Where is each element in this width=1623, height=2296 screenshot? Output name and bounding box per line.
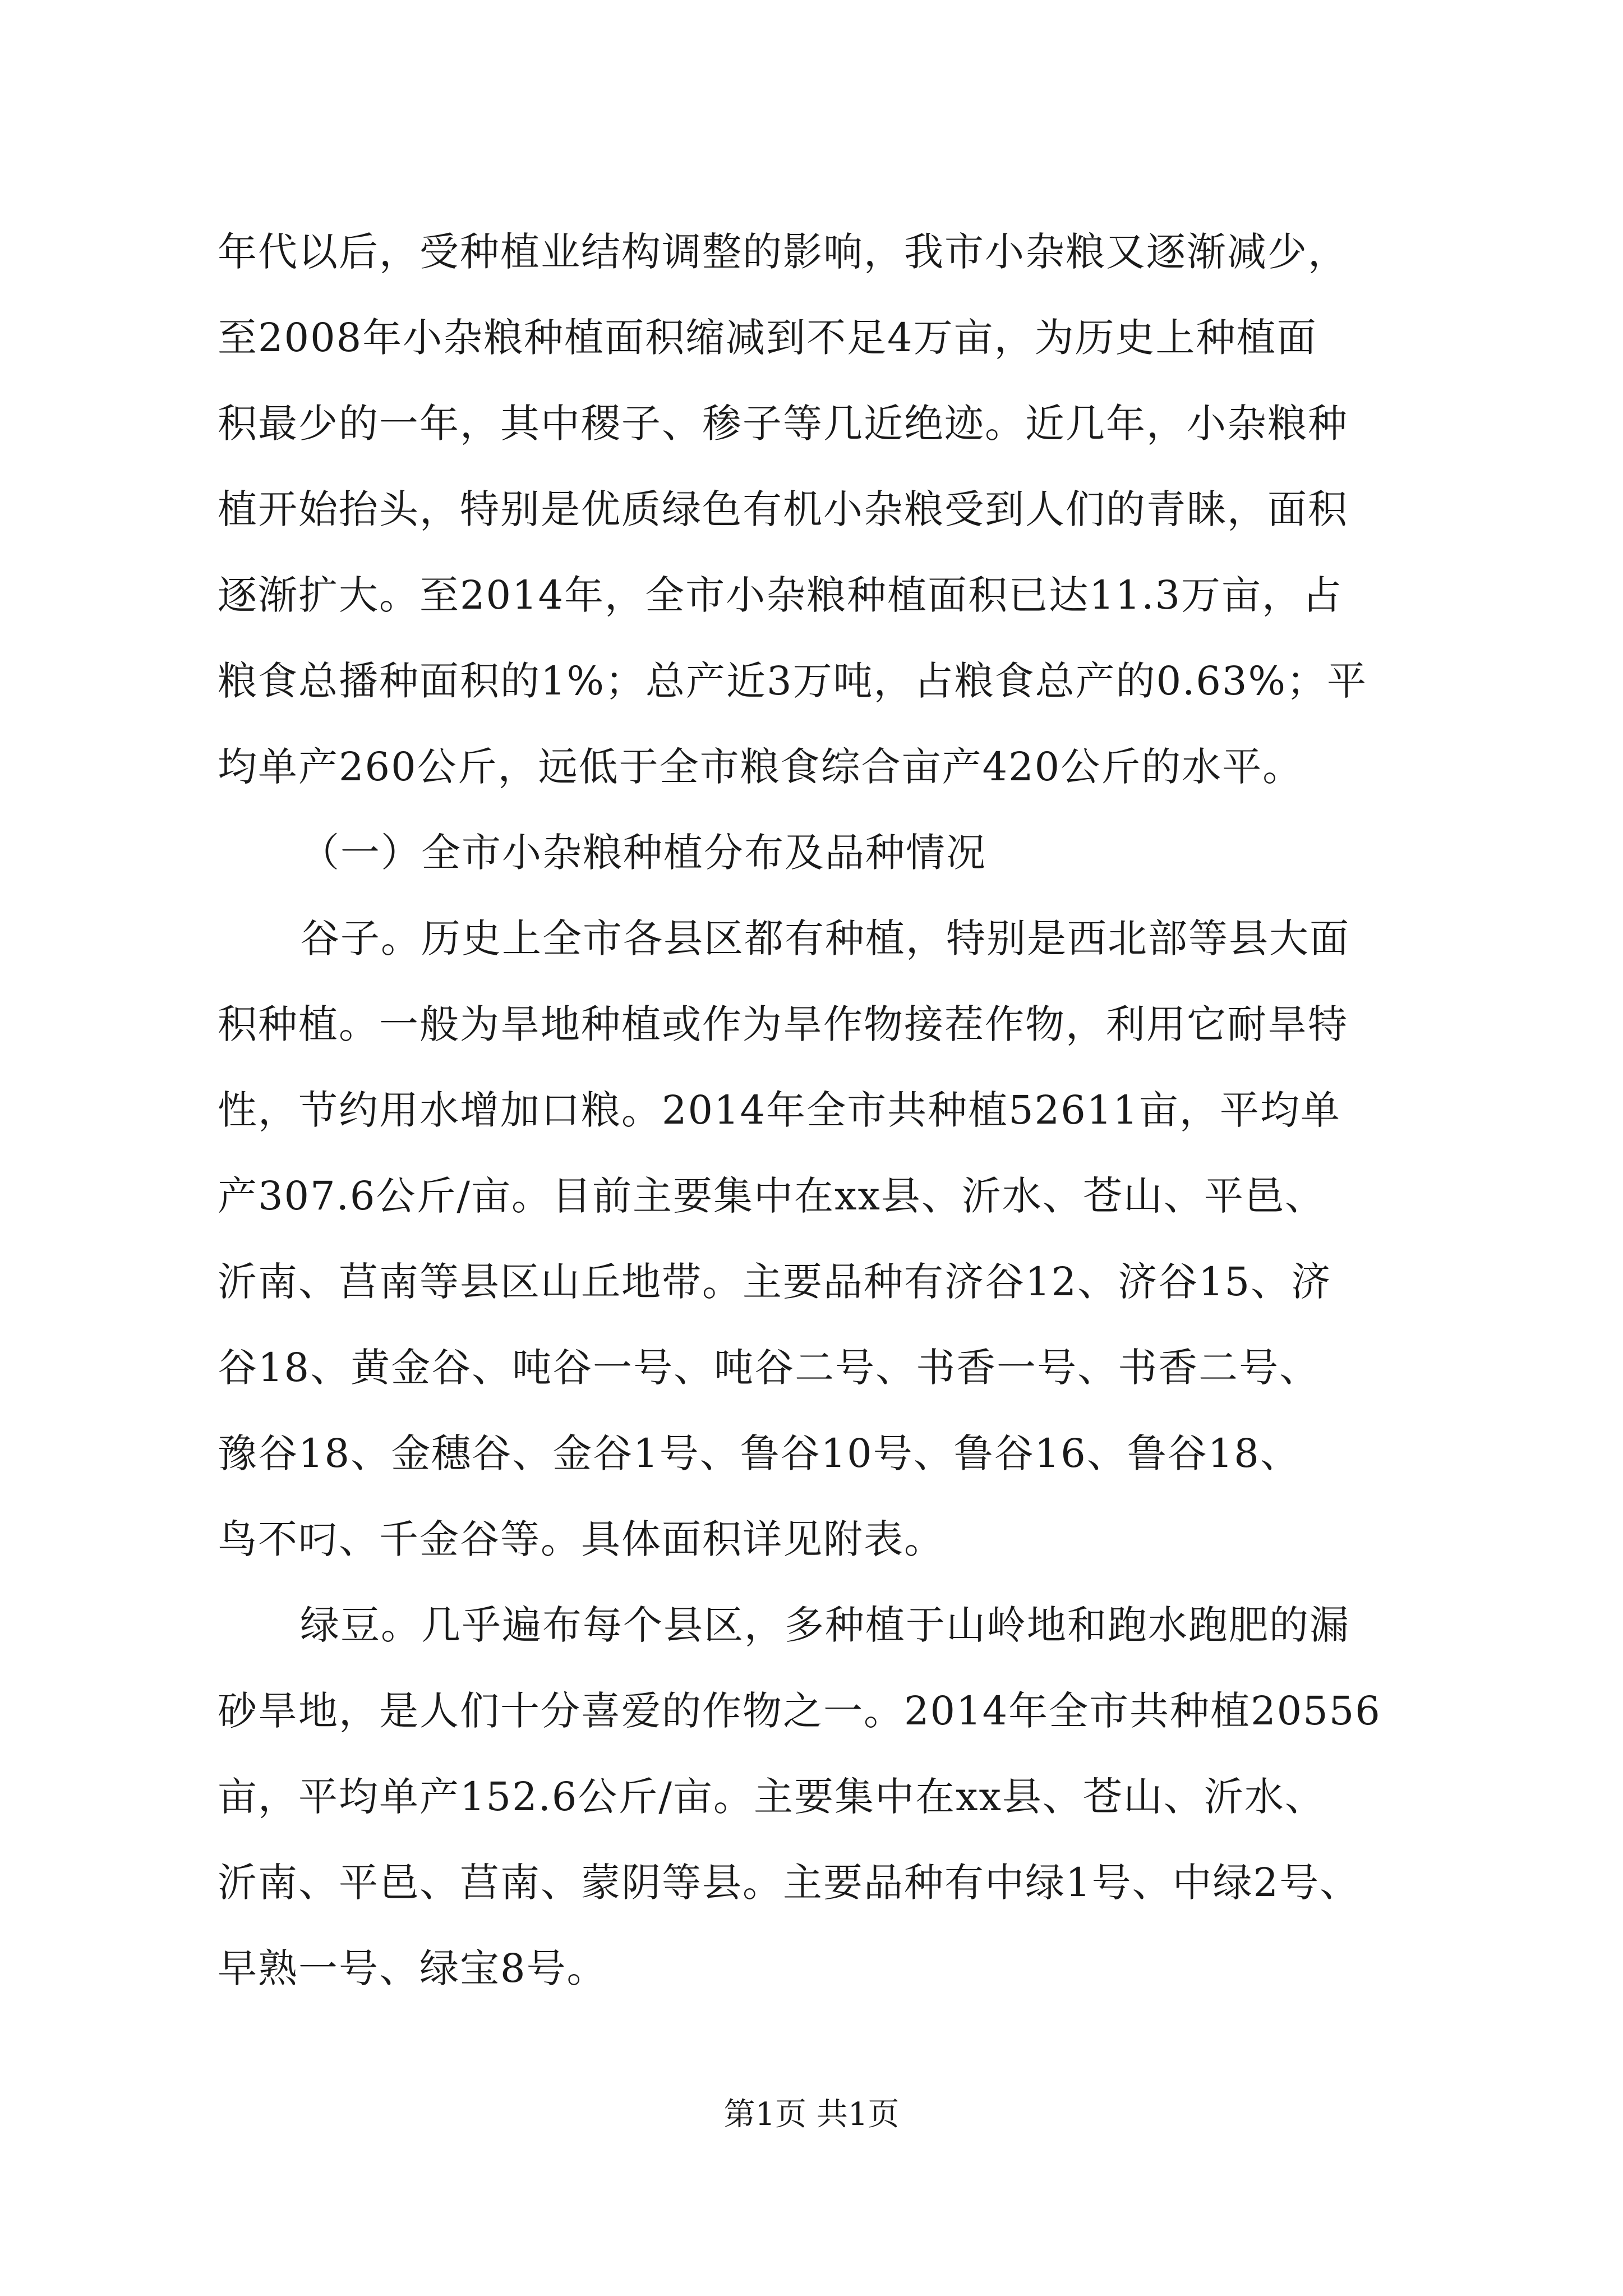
paragraph-line: 鸟不叼、千金谷等。具体面积详见附表。	[218, 1516, 944, 1562]
section-heading: （一）全市小杂粮种植分布及品种情况	[300, 830, 986, 876]
paragraph-line: 年代以后，受种植业结构调整的影响，我市小杂粮又逐渐减少，	[218, 229, 1348, 275]
paragraph-line: 豫谷18、金穗谷、金谷1号、鲁谷10号、鲁谷16、鲁谷18、	[218, 1430, 1301, 1476]
paragraph-line: 谷18、黄金谷、吨谷一号、吨谷二号、书香一号、书香二号、	[218, 1345, 1320, 1391]
paragraph-line: 积种植。一般为旱地种植或作为旱作物接茬作物，利用它耐旱特	[218, 1001, 1348, 1047]
paragraph-line: 产307.6公斤/亩。目前主要集中在xx县、沂水、苍山、平邑、	[218, 1173, 1325, 1219]
paragraph-line: 沂南、莒南等县区山丘地带。主要品种有济谷12、济谷15、济	[218, 1259, 1332, 1305]
paragraph-line: 沂南、平邑、莒南、蒙阴等县。主要品种有中绿1号、中绿2号、	[218, 1860, 1361, 1906]
paragraph-line: 砂旱地，是人们十分喜爱的作物之一。2014年全市共种植20556	[218, 1688, 1381, 1734]
page-footer: 第1页 共1页	[723, 2096, 900, 2133]
paragraph-line: 粮食总播种面积的1%；总产近3万吨，占粮食总产的0.63%；平	[218, 658, 1367, 704]
paragraph-line: 至2008年小杂粮种植面积缩减到不足4万亩，为历史上种植面	[218, 315, 1317, 361]
paragraph-line: 绿豆。几乎遍布每个县区，多种植于山岭地和跑水跑肥的漏	[300, 1602, 1350, 1648]
paragraph-line: 性，节约用水增加口粮。2014年全市共种植52611亩，平均单	[218, 1087, 1341, 1133]
paragraph-line: 谷子。历史上全市各县区都有种植，特别是西北部等县大面	[300, 915, 1350, 961]
paragraph-line: 积最少的一年，其中稷子、䅟子等几近绝迹。近几年，小杂粮种	[218, 401, 1348, 447]
paragraph-line: 均单产260公斤，远低于全市粮食综合亩产420公斤的水平。	[218, 744, 1303, 790]
paragraph-line: 植开始抬头，特别是优质绿色有机小杂粮受到人们的青睐，面积	[218, 486, 1348, 532]
paragraph-line: 亩，平均单产152.6公斤/亩。主要集中在xx县、苍山、沂水、	[218, 1774, 1325, 1820]
document-body	[218, 224, 1423, 2027]
paragraph-line: 早熟一号、绿宝8号。	[218, 1945, 607, 1991]
paragraph-line: 逐渐扩大。至2014年，全市小杂粮种植面积已达11.3万亩，占	[218, 572, 1343, 618]
